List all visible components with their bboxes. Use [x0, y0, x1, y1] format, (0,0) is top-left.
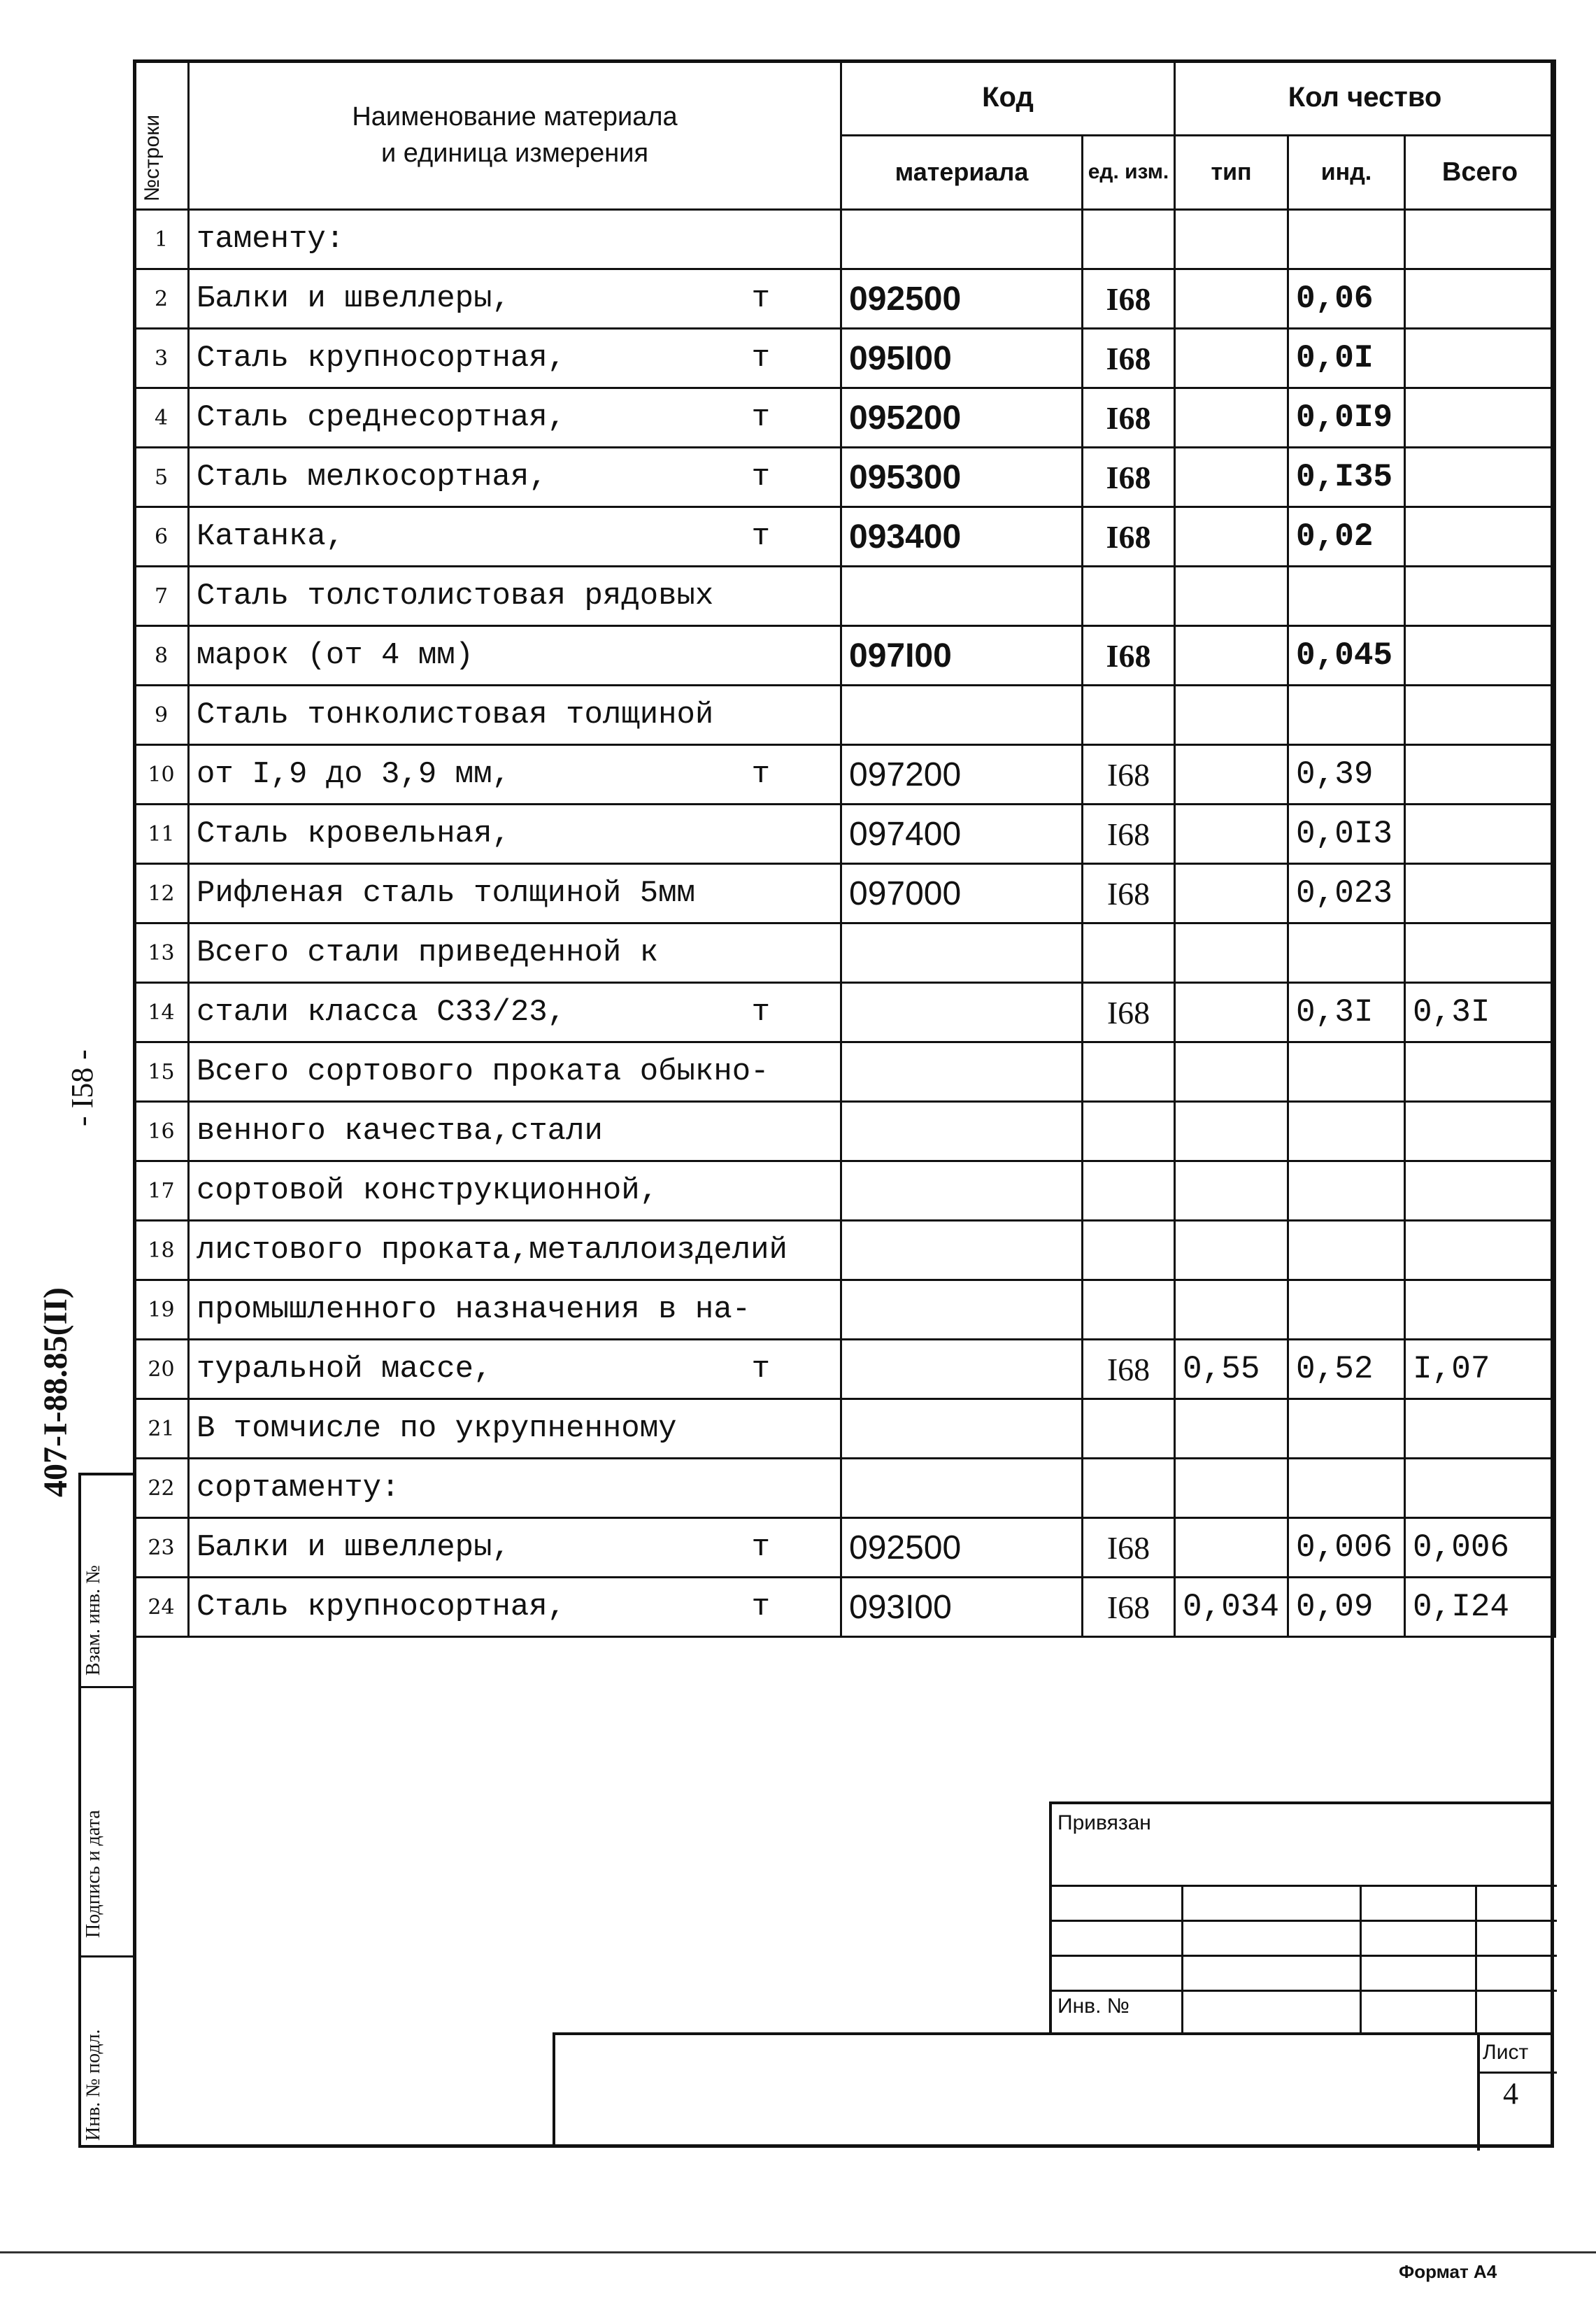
row-name: [189, 329, 841, 388]
row-unit: [1083, 923, 1175, 983]
row-code: 093400: [841, 507, 1083, 567]
row-unit: [1083, 1161, 1175, 1221]
stamp-list-number: 4: [1503, 2076, 1518, 2111]
side-vzam-label: Взам. инв. №: [83, 1565, 104, 1676]
header-total: Всего: [1405, 135, 1555, 210]
row-unit: I68: [1083, 1340, 1175, 1399]
row-number: 5: [134, 448, 189, 507]
row-number: 16: [134, 1102, 189, 1161]
row-name-text: Катанка,: [197, 519, 345, 554]
row-code: 097I00: [841, 626, 1083, 686]
table-row: [134, 983, 1555, 1042]
table-row: [134, 567, 1555, 626]
row-code: [841, 1399, 1083, 1459]
header-type: тип: [1175, 135, 1288, 210]
row-unit: I68: [1083, 329, 1175, 388]
row-code: [841, 567, 1083, 626]
row-name: [189, 448, 841, 507]
table-row: [134, 1221, 1555, 1280]
row-unit-t: т: [751, 1352, 770, 1387]
row-type: [1175, 448, 1288, 507]
row-total: [1405, 745, 1555, 805]
row-name: [189, 626, 841, 686]
table-row: [134, 1280, 1555, 1340]
row-unit-t: т: [751, 400, 770, 435]
row-unit: I68: [1083, 388, 1175, 448]
row-unit: I68: [1083, 507, 1175, 567]
table-row: [134, 269, 1555, 329]
bottom-rule: [0, 2251, 1596, 2253]
row-name: [189, 567, 841, 626]
row-code: 095300: [841, 448, 1083, 507]
row-name-text: стали класса С33/23,: [197, 995, 567, 1030]
row-name: [189, 1518, 841, 1578]
row-unit: [1083, 686, 1175, 745]
row-type: [1175, 1161, 1288, 1221]
row-number: 4: [134, 388, 189, 448]
row-code: [841, 1459, 1083, 1518]
table-row: [134, 686, 1555, 745]
row-name-text: Рифленая сталь толщиной 5мм: [197, 876, 695, 911]
row-name-text: Сталь толстолистовая рядовых: [197, 579, 714, 614]
row-unit: I68: [1083, 448, 1175, 507]
row-name: [189, 269, 841, 329]
header-unit: ед. изм.: [1083, 135, 1175, 210]
row-number: 2: [134, 269, 189, 329]
row-name: [189, 923, 841, 983]
row-code: [841, 1042, 1083, 1102]
stamp-list-label: Лист: [1483, 2041, 1529, 2064]
row-code: [841, 923, 1083, 983]
row-name: [189, 864, 841, 923]
header-ind: инд.: [1288, 135, 1405, 210]
row-unit-t: т: [751, 519, 770, 554]
row-number: 7: [134, 567, 189, 626]
row-type: [1175, 1399, 1288, 1459]
row-name-text: таменту:: [197, 222, 345, 257]
row-code: 097400: [841, 805, 1083, 864]
header-code: Код: [841, 61, 1175, 136]
row-name-text: промышленного назначения в на-: [197, 1292, 751, 1327]
row-code: [841, 983, 1083, 1042]
row-unit: I68: [1083, 1578, 1175, 1637]
row-type: [1175, 1518, 1288, 1578]
row-name: [189, 983, 841, 1042]
row-unit: [1083, 1042, 1175, 1102]
row-type: [1175, 923, 1288, 983]
table-row: [134, 1578, 1555, 1637]
row-name-text: Балки и швеллеры,: [197, 1530, 511, 1565]
table-row: [134, 210, 1555, 269]
header-material-code: материала: [841, 135, 1083, 210]
header-material-name: Наименование материала и единица измерения: [189, 61, 841, 210]
row-unit: I68: [1083, 983, 1175, 1042]
row-ind: 0,02: [1288, 507, 1405, 567]
spec-body: [134, 210, 1555, 1637]
row-number: 9: [134, 686, 189, 745]
row-unit: I68: [1083, 745, 1175, 805]
row-name: [189, 1459, 841, 1518]
row-ind: [1288, 1102, 1405, 1161]
row-total: [1405, 507, 1555, 567]
table-row: [134, 329, 1555, 388]
row-unit-t: т: [751, 1590, 770, 1624]
side-page-code: - I58 -: [65, 1049, 99, 1126]
row-code: 095200: [841, 388, 1083, 448]
table-row: [134, 448, 1555, 507]
row-type: [1175, 210, 1288, 269]
row-ind: [1288, 1459, 1405, 1518]
row-total: [1405, 1280, 1555, 1340]
row-name-text: Сталь среднесортная,: [197, 400, 567, 435]
row-number: 13: [134, 923, 189, 983]
row-code: 092500: [841, 1518, 1083, 1578]
table-row: [134, 626, 1555, 686]
row-type: [1175, 864, 1288, 923]
row-total: [1405, 864, 1555, 923]
row-number: 18: [134, 1221, 189, 1280]
table-row: [134, 1042, 1555, 1102]
row-unit-t: т: [751, 1530, 770, 1565]
row-ind: [1288, 1280, 1405, 1340]
row-ind: 0,06: [1288, 269, 1405, 329]
row-ind: [1288, 686, 1405, 745]
row-ind: [1288, 923, 1405, 983]
row-type: 0,55: [1175, 1340, 1288, 1399]
row-name: [189, 1161, 841, 1221]
stamp-block: [1049, 1801, 1554, 2032]
row-total: 0,006: [1405, 1518, 1555, 1578]
row-ind: 0,3I: [1288, 983, 1405, 1042]
row-name: [189, 1578, 841, 1637]
row-unit-t: т: [751, 995, 770, 1030]
row-name: [189, 686, 841, 745]
row-total: [1405, 329, 1555, 388]
row-code: [841, 1102, 1083, 1161]
row-type: 0,034: [1175, 1578, 1288, 1637]
row-unit-t: т: [751, 281, 770, 316]
side-divider-1: [78, 1686, 133, 1688]
table-row: [134, 864, 1555, 923]
row-name: [189, 1399, 841, 1459]
table-row: [134, 507, 1555, 567]
row-number: 24: [134, 1578, 189, 1637]
row-name: [189, 1042, 841, 1102]
row-type: [1175, 329, 1288, 388]
row-ind: [1288, 1221, 1405, 1280]
row-number: 20: [134, 1340, 189, 1399]
row-ind: 0,0I: [1288, 329, 1405, 388]
row-code: 093I00: [841, 1578, 1083, 1637]
row-type: [1175, 1459, 1288, 1518]
row-name-text: сортаменту:: [197, 1471, 400, 1506]
row-ind: 0,39: [1288, 745, 1405, 805]
table-row: [134, 1161, 1555, 1221]
row-ind: [1288, 1042, 1405, 1102]
row-code: [841, 1280, 1083, 1340]
row-number: 3: [134, 329, 189, 388]
row-number: 15: [134, 1042, 189, 1102]
row-name: [189, 1280, 841, 1340]
row-unit: [1083, 1102, 1175, 1161]
row-unit: [1083, 1399, 1175, 1459]
row-number: 12: [134, 864, 189, 923]
row-number: 22: [134, 1459, 189, 1518]
row-ind: 0,0I9: [1288, 388, 1405, 448]
row-name-text: от I,9 до 3,9 мм,: [197, 757, 511, 792]
row-unit: I68: [1083, 626, 1175, 686]
row-number: 19: [134, 1280, 189, 1340]
row-total: [1405, 448, 1555, 507]
row-code: [841, 1340, 1083, 1399]
row-unit: I68: [1083, 864, 1175, 923]
row-name: [189, 507, 841, 567]
row-ind: 0,023: [1288, 864, 1405, 923]
row-number: 6: [134, 507, 189, 567]
row-type: [1175, 745, 1288, 805]
row-code: 092500: [841, 269, 1083, 329]
row-number: 23: [134, 1518, 189, 1578]
table-row: [134, 388, 1555, 448]
row-type: [1175, 1221, 1288, 1280]
row-total: [1405, 923, 1555, 983]
row-code: [841, 686, 1083, 745]
side-inv-podl-label: Инв. № подл.: [83, 2029, 104, 2141]
row-total: [1405, 1042, 1555, 1102]
stamp-lower: [553, 2032, 1554, 2148]
row-unit-t: т: [751, 757, 770, 792]
row-total: I,07: [1405, 1340, 1555, 1399]
row-unit-t: т: [751, 341, 770, 376]
row-type: [1175, 269, 1288, 329]
row-ind: 0,045: [1288, 626, 1405, 686]
row-name-text: Всего сортового проката обыкно-: [197, 1054, 769, 1089]
row-name-text: сортовой конструкционной,: [197, 1173, 659, 1208]
row-total: 0,3I: [1405, 983, 1555, 1042]
row-type: [1175, 686, 1288, 745]
row-total: [1405, 1459, 1555, 1518]
row-name-text: В томчисле по укрупненному: [197, 1411, 677, 1446]
row-ind: 0,I35: [1288, 448, 1405, 507]
row-name: [189, 745, 841, 805]
row-name: [189, 1102, 841, 1161]
header-quantity: Кол чество: [1175, 61, 1555, 136]
row-ind: 0,52: [1288, 1340, 1405, 1399]
row-number: 10: [134, 745, 189, 805]
row-unit-t: т: [751, 460, 770, 495]
row-total: [1405, 210, 1555, 269]
row-unit: [1083, 567, 1175, 626]
row-name-text: Сталь тонколистовая толщиной: [197, 698, 714, 732]
row-name: [189, 210, 841, 269]
row-code: [841, 1221, 1083, 1280]
row-name-text: Сталь мелкосортная,: [197, 460, 548, 495]
row-unit: [1083, 1280, 1175, 1340]
row-unit: [1083, 210, 1175, 269]
row-total: [1405, 1221, 1555, 1280]
row-total: [1405, 269, 1555, 329]
row-name-text: листового проката,металлоизделий: [197, 1233, 788, 1268]
row-name-text: Сталь крупносортная,: [197, 341, 567, 376]
row-number: 21: [134, 1399, 189, 1459]
row-name-text: Сталь крупносортная,: [197, 1590, 567, 1624]
row-total: [1405, 388, 1555, 448]
row-name-text: Балки и швеллеры,: [197, 281, 511, 316]
format-label: Формат А4: [1399, 2261, 1497, 2282]
row-type: [1175, 983, 1288, 1042]
side-doc-code: 407-I-88.85(II): [37, 1287, 74, 1497]
row-name: [189, 388, 841, 448]
header-row-no: №строки: [134, 61, 189, 210]
table-row: [134, 1102, 1555, 1161]
row-name: [189, 805, 841, 864]
row-code: 095I00: [841, 329, 1083, 388]
row-name: [189, 1221, 841, 1280]
row-unit: I68: [1083, 1518, 1175, 1578]
row-ind: [1288, 210, 1405, 269]
row-number: 14: [134, 983, 189, 1042]
row-total: [1405, 567, 1555, 626]
row-ind: 0,09: [1288, 1578, 1405, 1637]
row-name-text: Сталь кровельная,: [197, 816, 511, 851]
stamp-privyazan: Привязан: [1057, 1811, 1151, 1834]
row-code: 097200: [841, 745, 1083, 805]
row-total: [1405, 1399, 1555, 1459]
row-name-text: венного качества,стали: [197, 1114, 603, 1149]
row-number: 1: [134, 210, 189, 269]
row-unit: I68: [1083, 805, 1175, 864]
table-row: [134, 923, 1555, 983]
row-code: [841, 210, 1083, 269]
material-spec-table: [133, 59, 1556, 1638]
row-type: [1175, 1102, 1288, 1161]
table-row: [134, 805, 1555, 864]
row-name-text: Всего стали приведенной к: [197, 935, 659, 970]
table-row: [134, 745, 1555, 805]
table-row: [134, 1518, 1555, 1578]
row-total: 0,I24: [1405, 1578, 1555, 1637]
row-code: 097000: [841, 864, 1083, 923]
row-name-text: туральной массе,: [197, 1352, 492, 1387]
row-type: [1175, 626, 1288, 686]
row-type: [1175, 1280, 1288, 1340]
row-number: 17: [134, 1161, 189, 1221]
table-row: [134, 1340, 1555, 1399]
row-total: [1405, 686, 1555, 745]
side-podpis-label: Подпись и дата: [83, 1810, 104, 1938]
row-type: [1175, 567, 1288, 626]
row-name-text: марок (от 4 мм): [197, 638, 474, 673]
row-ind: 0,0I3: [1288, 805, 1405, 864]
row-ind: [1288, 1399, 1405, 1459]
row-total: [1405, 1161, 1555, 1221]
row-number: 8: [134, 626, 189, 686]
row-code: [841, 1161, 1083, 1221]
side-divider-2: [78, 1955, 133, 1957]
row-total: [1405, 626, 1555, 686]
row-total: [1405, 805, 1555, 864]
row-type: [1175, 388, 1288, 448]
stamp-inv-no: Инв. №: [1057, 1995, 1130, 2018]
row-total: [1405, 1102, 1555, 1161]
row-type: [1175, 1042, 1288, 1102]
row-ind: [1288, 567, 1405, 626]
row-name: [189, 1340, 841, 1399]
row-unit: I68: [1083, 269, 1175, 329]
table-row: [134, 1399, 1555, 1459]
row-type: [1175, 507, 1288, 567]
row-ind: [1288, 1161, 1405, 1221]
row-type: [1175, 805, 1288, 864]
row-unit: [1083, 1221, 1175, 1280]
table-row: [134, 1459, 1555, 1518]
row-ind: 0,006: [1288, 1518, 1405, 1578]
row-unit: [1083, 1459, 1175, 1518]
row-number: 11: [134, 805, 189, 864]
